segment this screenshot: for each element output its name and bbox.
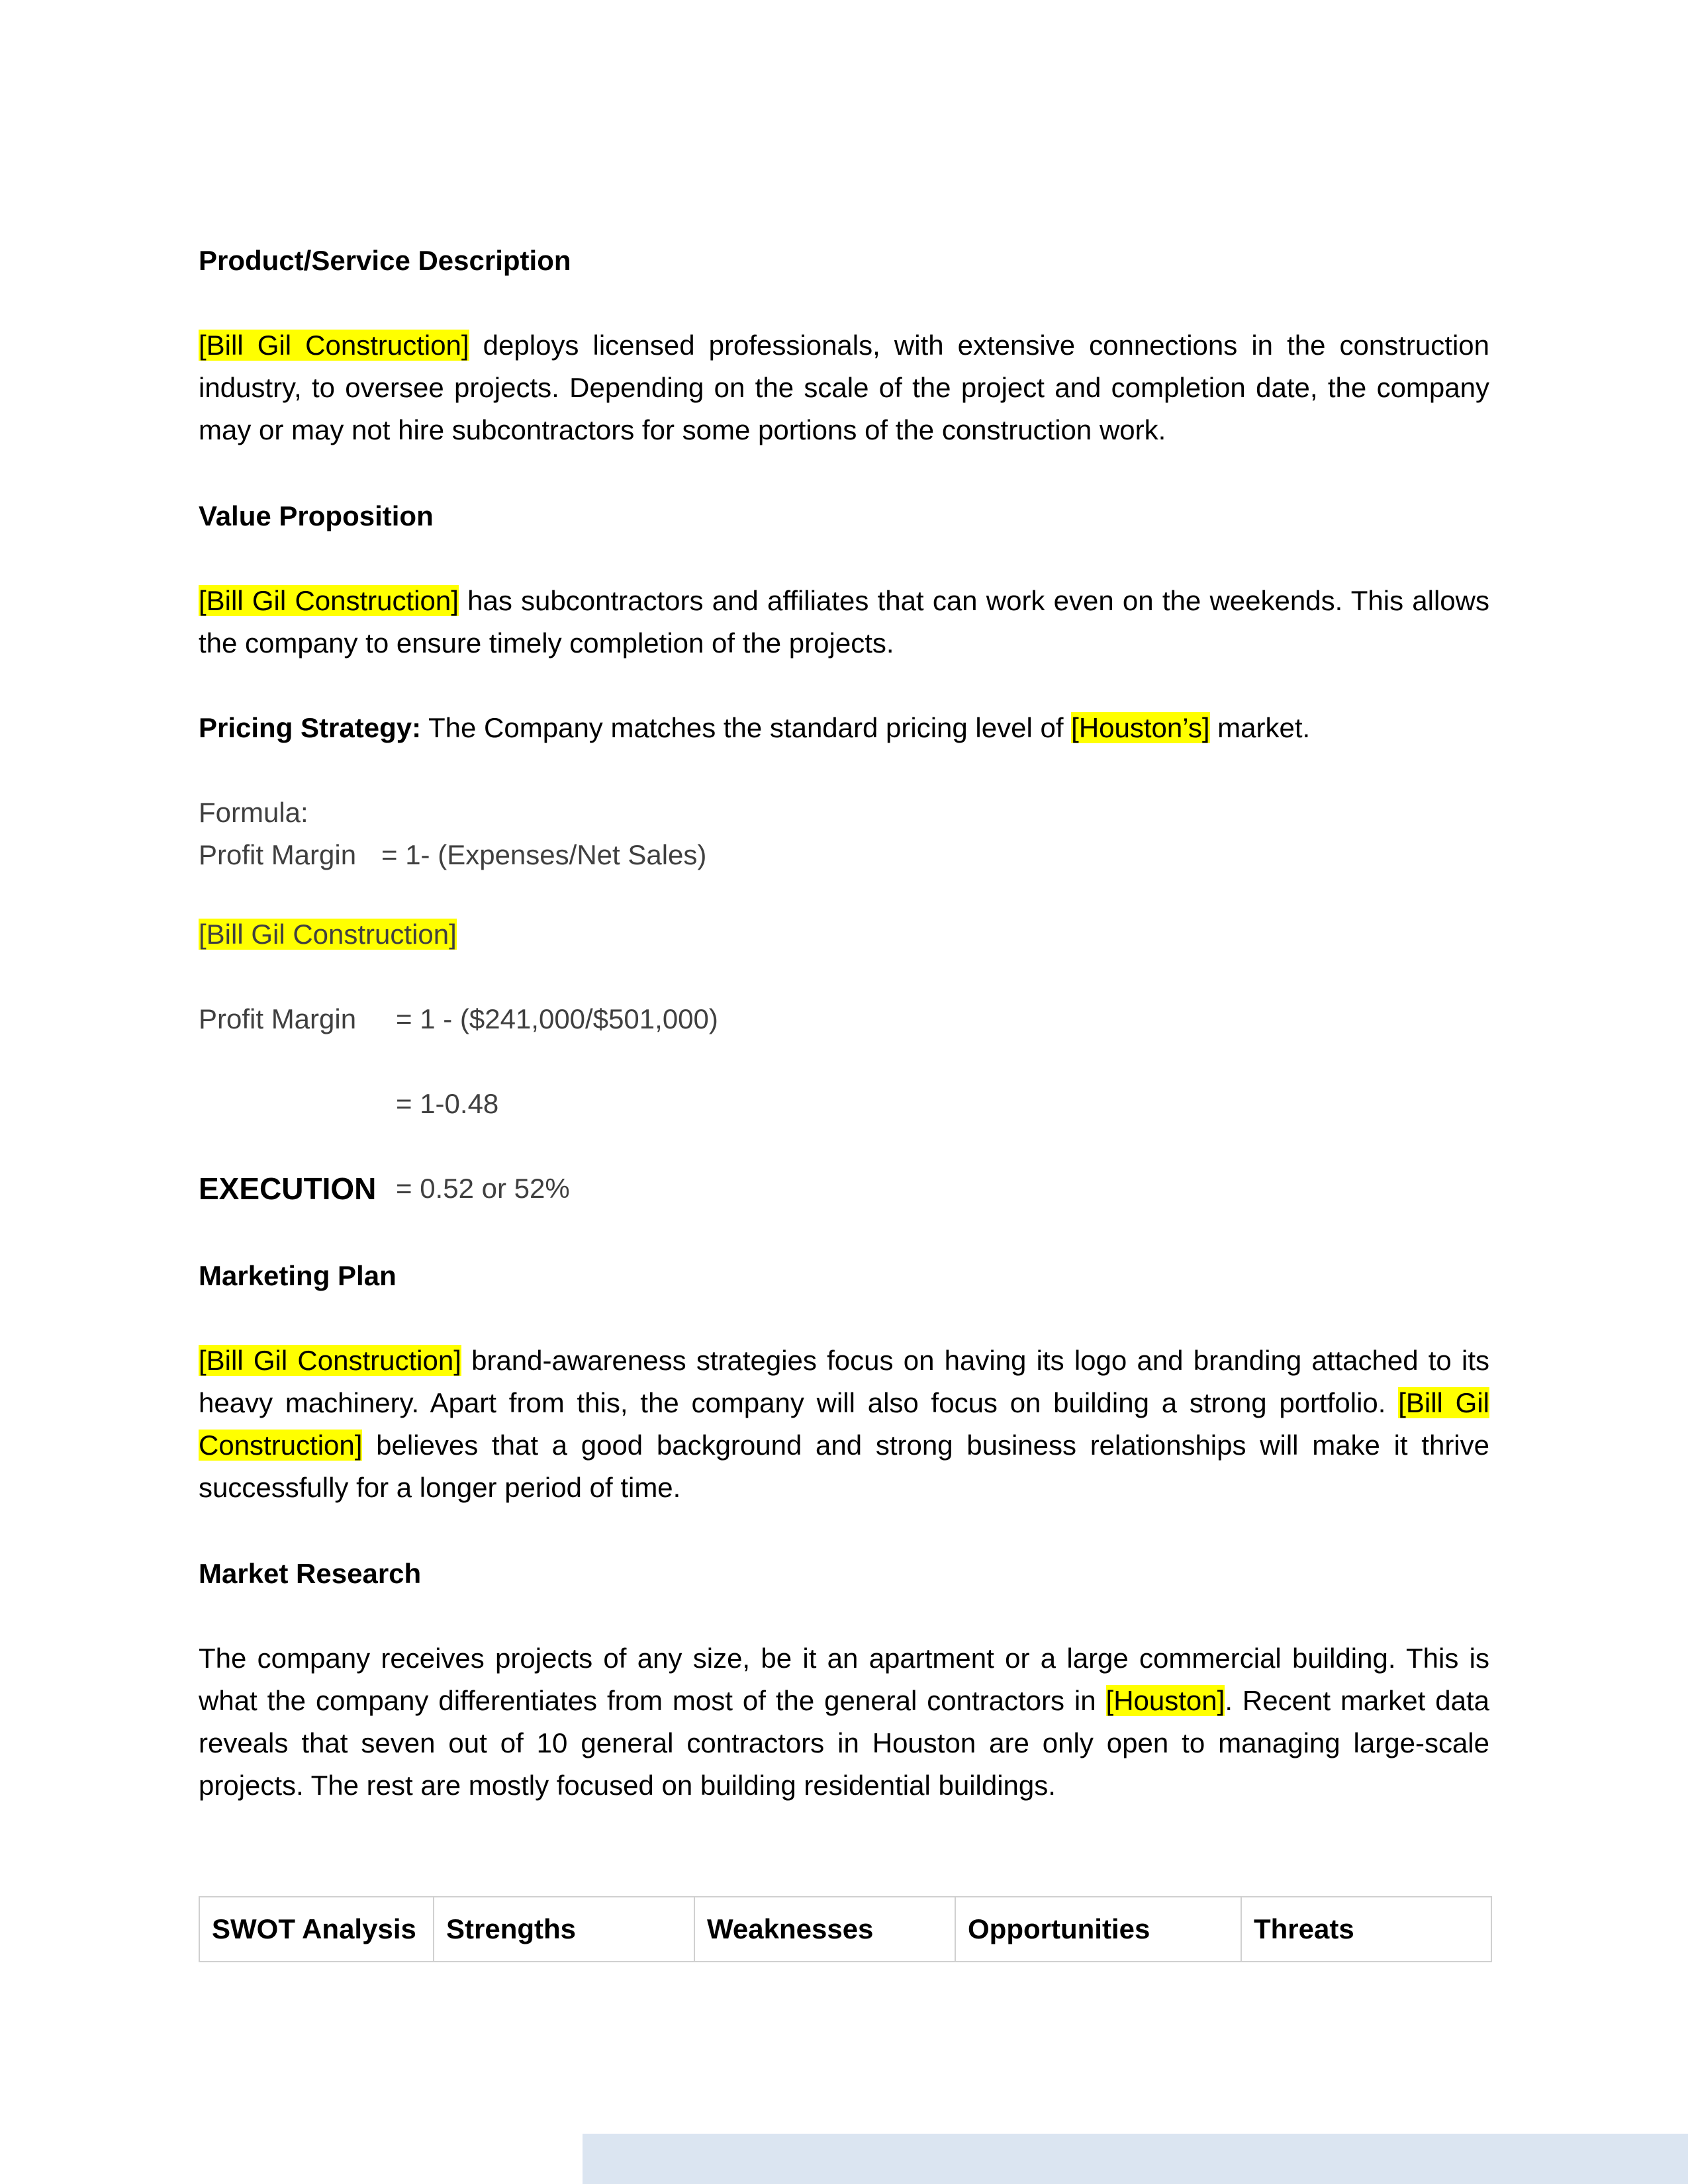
- pricing-strategy-paragraph: [199, 707, 1489, 749]
- calculation-line-2: = 1-0.48: [396, 1088, 499, 1119]
- formula-label: Formula:: [199, 797, 308, 828]
- product-service-paragraph: [199, 324, 1489, 451]
- market-research-paragraph: [199, 1637, 1489, 1807]
- formula-row-label: Profit Margin: [199, 839, 357, 870]
- weaknesses-header-cell: Weaknesses: [694, 1897, 955, 1962]
- pricing-strategy-label: Pricing Strategy:: [199, 712, 422, 743]
- market-research-text-2: . Recent market data reveals that seven out of 10 general contractors in Houston are only open to managing large-scale projects. The rest are mostly focused on building residential buildings.: [199, 1685, 1489, 1801]
- table-row: [199, 1897, 1491, 1962]
- value-proposition-heading: Value Proposition: [199, 500, 434, 531]
- company-name-highlight: [Bill Gil Construction]: [199, 585, 459, 616]
- product-service-heading: Product/Service Description: [199, 245, 571, 276]
- formula-row-value: = 1- (Expenses/Net Sales): [381, 839, 707, 870]
- formula-row: [199, 834, 1489, 876]
- marketing-plan-paragraph: [199, 1340, 1489, 1509]
- footer-band: [583, 2134, 1688, 2184]
- calculation-row: [199, 1083, 1489, 1125]
- product-service-text: deploys licensed professionals, with extensive connections in the construction industry, to oversee projects. Depending on the scale of the project and completion date, the company may or may not hire subcontractors for some portions of the construction work.: [199, 330, 1489, 445]
- market-research-heading: Market Research: [199, 1558, 422, 1589]
- document-page: [199, 0, 1490, 1944]
- company-name-highlight: [Bill Gil Construction]: [199, 1345, 461, 1376]
- calculation-company: [199, 913, 1489, 956]
- marketing-plan-text-2: believes that a good background and strong business relationships will make it thrive successfully for a longer period of time.: [199, 1430, 1489, 1503]
- value-proposition-paragraph: [199, 580, 1489, 664]
- company-name-highlight: [Bill Gil Construction]: [199, 919, 457, 950]
- swot-table: [199, 1896, 1492, 1962]
- execution-heading: EXECUTION: [199, 1171, 377, 1206]
- threats-header-cell: Threats: [1241, 1897, 1491, 1962]
- market-research-text-1: The company receives projects of any size, be it an apartment or a large commercial building. This is what the company differentiates from most of the general contractors in: [199, 1643, 1489, 1716]
- calculation-line-1: = 1 - ($241,000/$501,000): [396, 1003, 718, 1034]
- market-highlight: [Houston’s]: [1071, 712, 1210, 743]
- opportunities-header-cell: Opportunities: [955, 1897, 1241, 1962]
- company-name-highlight: [Bill Gil Construction]: [199, 1387, 1489, 1461]
- strengths-header-cell: Strengths: [434, 1897, 694, 1962]
- company-name-highlight: [Bill Gil Construction]: [199, 330, 469, 361]
- calculation-line-3: = 0.52 or 52%: [396, 1173, 570, 1204]
- pricing-strategy-text: The Company matches the standard pricing level of: [421, 712, 1072, 743]
- calculation-row: [199, 998, 1489, 1040]
- calculation-row-label: Profit Margin: [199, 1003, 357, 1034]
- marketing-plan-text-1: brand-awareness strategies focus on having its logo and branding attached to its heavy machinery. Apart from this, the company will also focus on building a strong portfolio.: [199, 1345, 1490, 1418]
- marketing-plan-heading: Marketing Plan: [199, 1260, 397, 1291]
- swot-header-cell: SWOT Analysis: [199, 1897, 434, 1962]
- value-proposition-text: has subcontractors and affiliates that can work even on the weekends. This allows the company to ensure timely completion of the projects.: [199, 585, 1489, 659]
- pricing-strategy-text-end: market.: [1209, 712, 1311, 743]
- city-highlight: [Houston]: [1105, 1685, 1225, 1716]
